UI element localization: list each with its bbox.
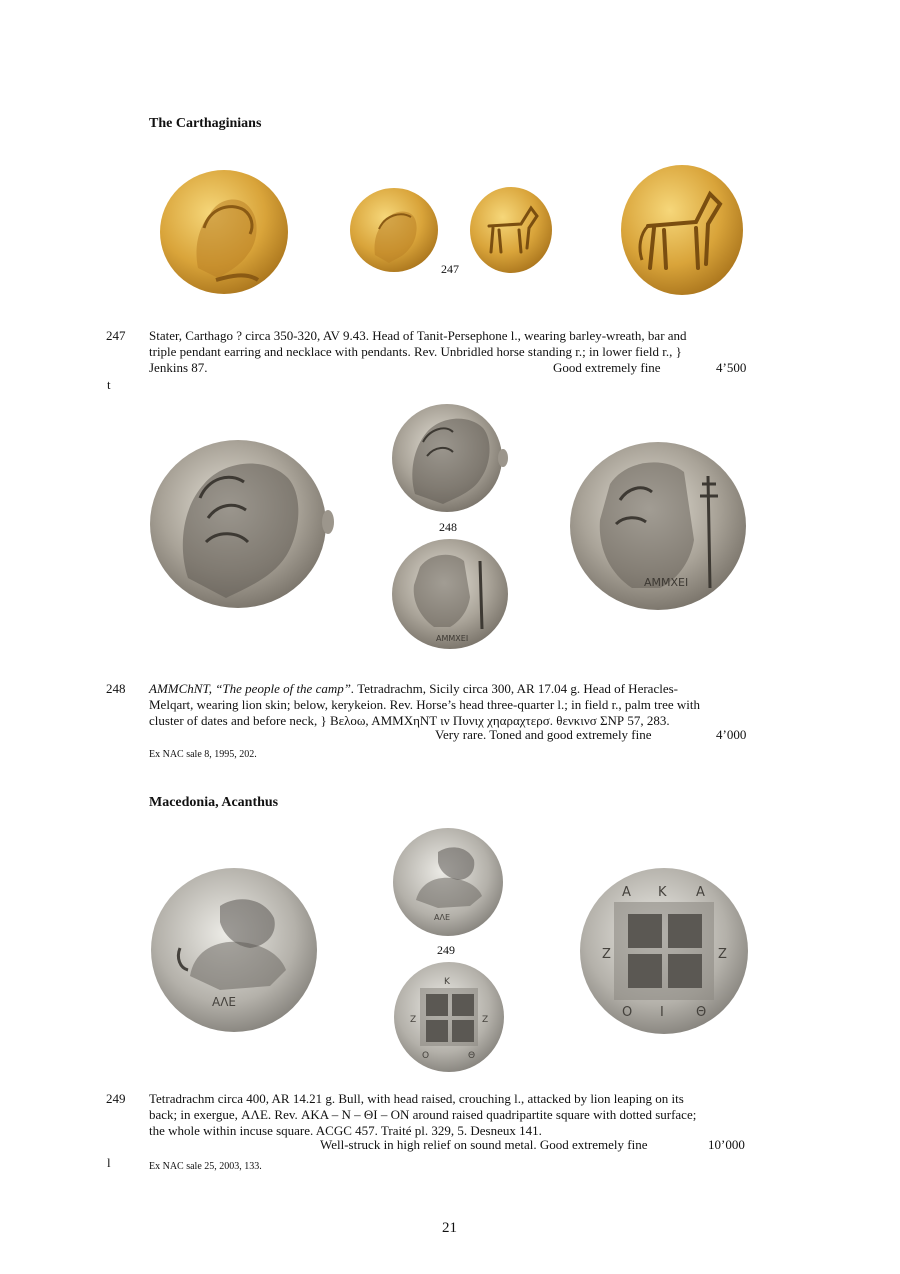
coin-248-obverse-large [148, 438, 330, 610]
lot-249-description [149, 1091, 751, 1139]
coin-249-small-legend: ΑΛΕ [434, 913, 450, 922]
lot-248-description [149, 681, 751, 729]
lot-247-estimate: 4’500 [716, 360, 747, 375]
lot-247-grade: Good extremely fine [553, 360, 661, 375]
coin-249-large-legend: ΑΛΕ [212, 995, 236, 1009]
coin-249-large-rev-z-right: Ζ [718, 947, 727, 962]
lot-247-margin-mark: t [107, 377, 111, 392]
coin-249-reverse-small [392, 960, 506, 1074]
lot-248-estimate: 4’000 [716, 727, 747, 742]
lot-249-estimate: 10’000 [708, 1137, 745, 1152]
lot-249-grade: Well-struck in high relief on sound metal. Good extremely fine [320, 1137, 648, 1152]
coin-249-small-rev-q: Θ [468, 1051, 476, 1061]
coin-249-reverse-large [578, 866, 750, 1036]
lot-249-margin-mark: l [107, 1155, 111, 1170]
coin-248-small-legend: ΑΜΜΧΕΙ [436, 634, 469, 643]
lot-248-desc-line-1-rest: Tetradrachm, Sicily circa 300, AR 17.04 g. Head of Heracles- [354, 681, 678, 696]
section-heading-macedonia-acanthus: Macedonia, Acanthus [149, 795, 279, 810]
coin-247-reverse-small [469, 186, 553, 274]
coin-249-large-rev-k: Κ [658, 885, 667, 900]
section-heading-carthaginians: The Carthaginians [149, 116, 262, 131]
coin-248-large-legend: ΑΜΜΧΕΙ [644, 576, 689, 589]
plate-label-249: 249 [437, 943, 455, 957]
coin-249-large-rev-z-left: Ζ [602, 947, 611, 962]
plate-label-248: 248 [439, 520, 457, 534]
coin-249-large-rev-q: Θ [696, 1005, 707, 1020]
coin-249-large-rev-a-right: Α [696, 885, 705, 900]
lot-248-legend-italic: AMMChNT, “The people of the camp”. [149, 681, 355, 696]
plate-label-247: 247 [441, 262, 459, 276]
lot-248-desc-line-1 [149, 681, 751, 697]
coin-249-small-rev-z-left: Ζ [410, 1015, 417, 1025]
lot-247-desc-line-2: triple pendant earring and necklace with pendants. Rev. Unbridled horse standing r.; in lower field r., } [149, 344, 682, 359]
coin-248-obverse-small [391, 402, 509, 514]
lot-249-desc-line-2: back; in exergue, ΑΛΕ. Rev. ΑΚΑ – Ν – ΘΙ – ΟΝ around raised quadripartite square with dotted surface; [149, 1107, 697, 1122]
lot-248-grade: Very rare. Toned and good extremely fine [435, 727, 652, 742]
coin-249-small-rev-k: Κ [444, 977, 450, 987]
page-number: 21 [442, 1220, 457, 1236]
coin-247-obverse-large [158, 168, 290, 296]
lot-248-provenance: Ex NAC sale 8, 1995, 202. [149, 749, 257, 760]
coin-248-reverse-small [390, 537, 510, 651]
coin-248-reverse-large [568, 440, 752, 612]
coin-249-obverse-small [392, 826, 506, 938]
coin-249-large-rev-a-left: Α [622, 885, 631, 900]
lot-249-desc-line-3: the whole within incuse square. ACGC 457. Traité pl. 329, 5. Desneux 141. [149, 1123, 542, 1138]
lot-248-desc-line-3: cluster of dates and before neck, } Βελοω, ΑΜΜΧηΝΤ ιν Πυνιχ χηαραχτερσ. θενκινσ ΣΝΡ 57, 283. [149, 713, 670, 728]
lot-248-desc-line-2: Melqart, wearing lion skin; below, kerykeion. Rev. Horse’s head three-quarter l.; in field r., palm tree with [149, 697, 701, 712]
coin-249-obverse-large [150, 866, 320, 1034]
coin-249-small-rev-z-right: Ζ [482, 1015, 489, 1025]
coin-247-reverse-large [620, 164, 744, 296]
coin-247-obverse-small [349, 187, 439, 273]
lot-number-249: 249 [106, 1091, 126, 1106]
lot-249-provenance: Ex NAC sale 25, 2003, 133. [149, 1161, 262, 1172]
coin-249-large-rev-o: Ο [622, 1005, 633, 1020]
lot-247-desc-line-3: Jenkins 87. [149, 360, 208, 375]
coin-249-small-rev-o: Ο [422, 1051, 430, 1061]
coin-249-large-rev-i: Ι [660, 1005, 664, 1020]
lot-249-desc-line-1: Tetradrachm circa 400, AR 14.21 g. Bull, with head raised, crouching l., attacked by lion leaping on its [149, 1091, 684, 1106]
lot-247-desc-line-1: Stater, Carthago ? circa 350-320, AV 9.43. Head of Tanit-Persephone l., wearing barley-wreath, bar and [149, 328, 687, 343]
lot-number-247: 247 [106, 328, 126, 343]
lot-number-248: 248 [106, 681, 126, 696]
